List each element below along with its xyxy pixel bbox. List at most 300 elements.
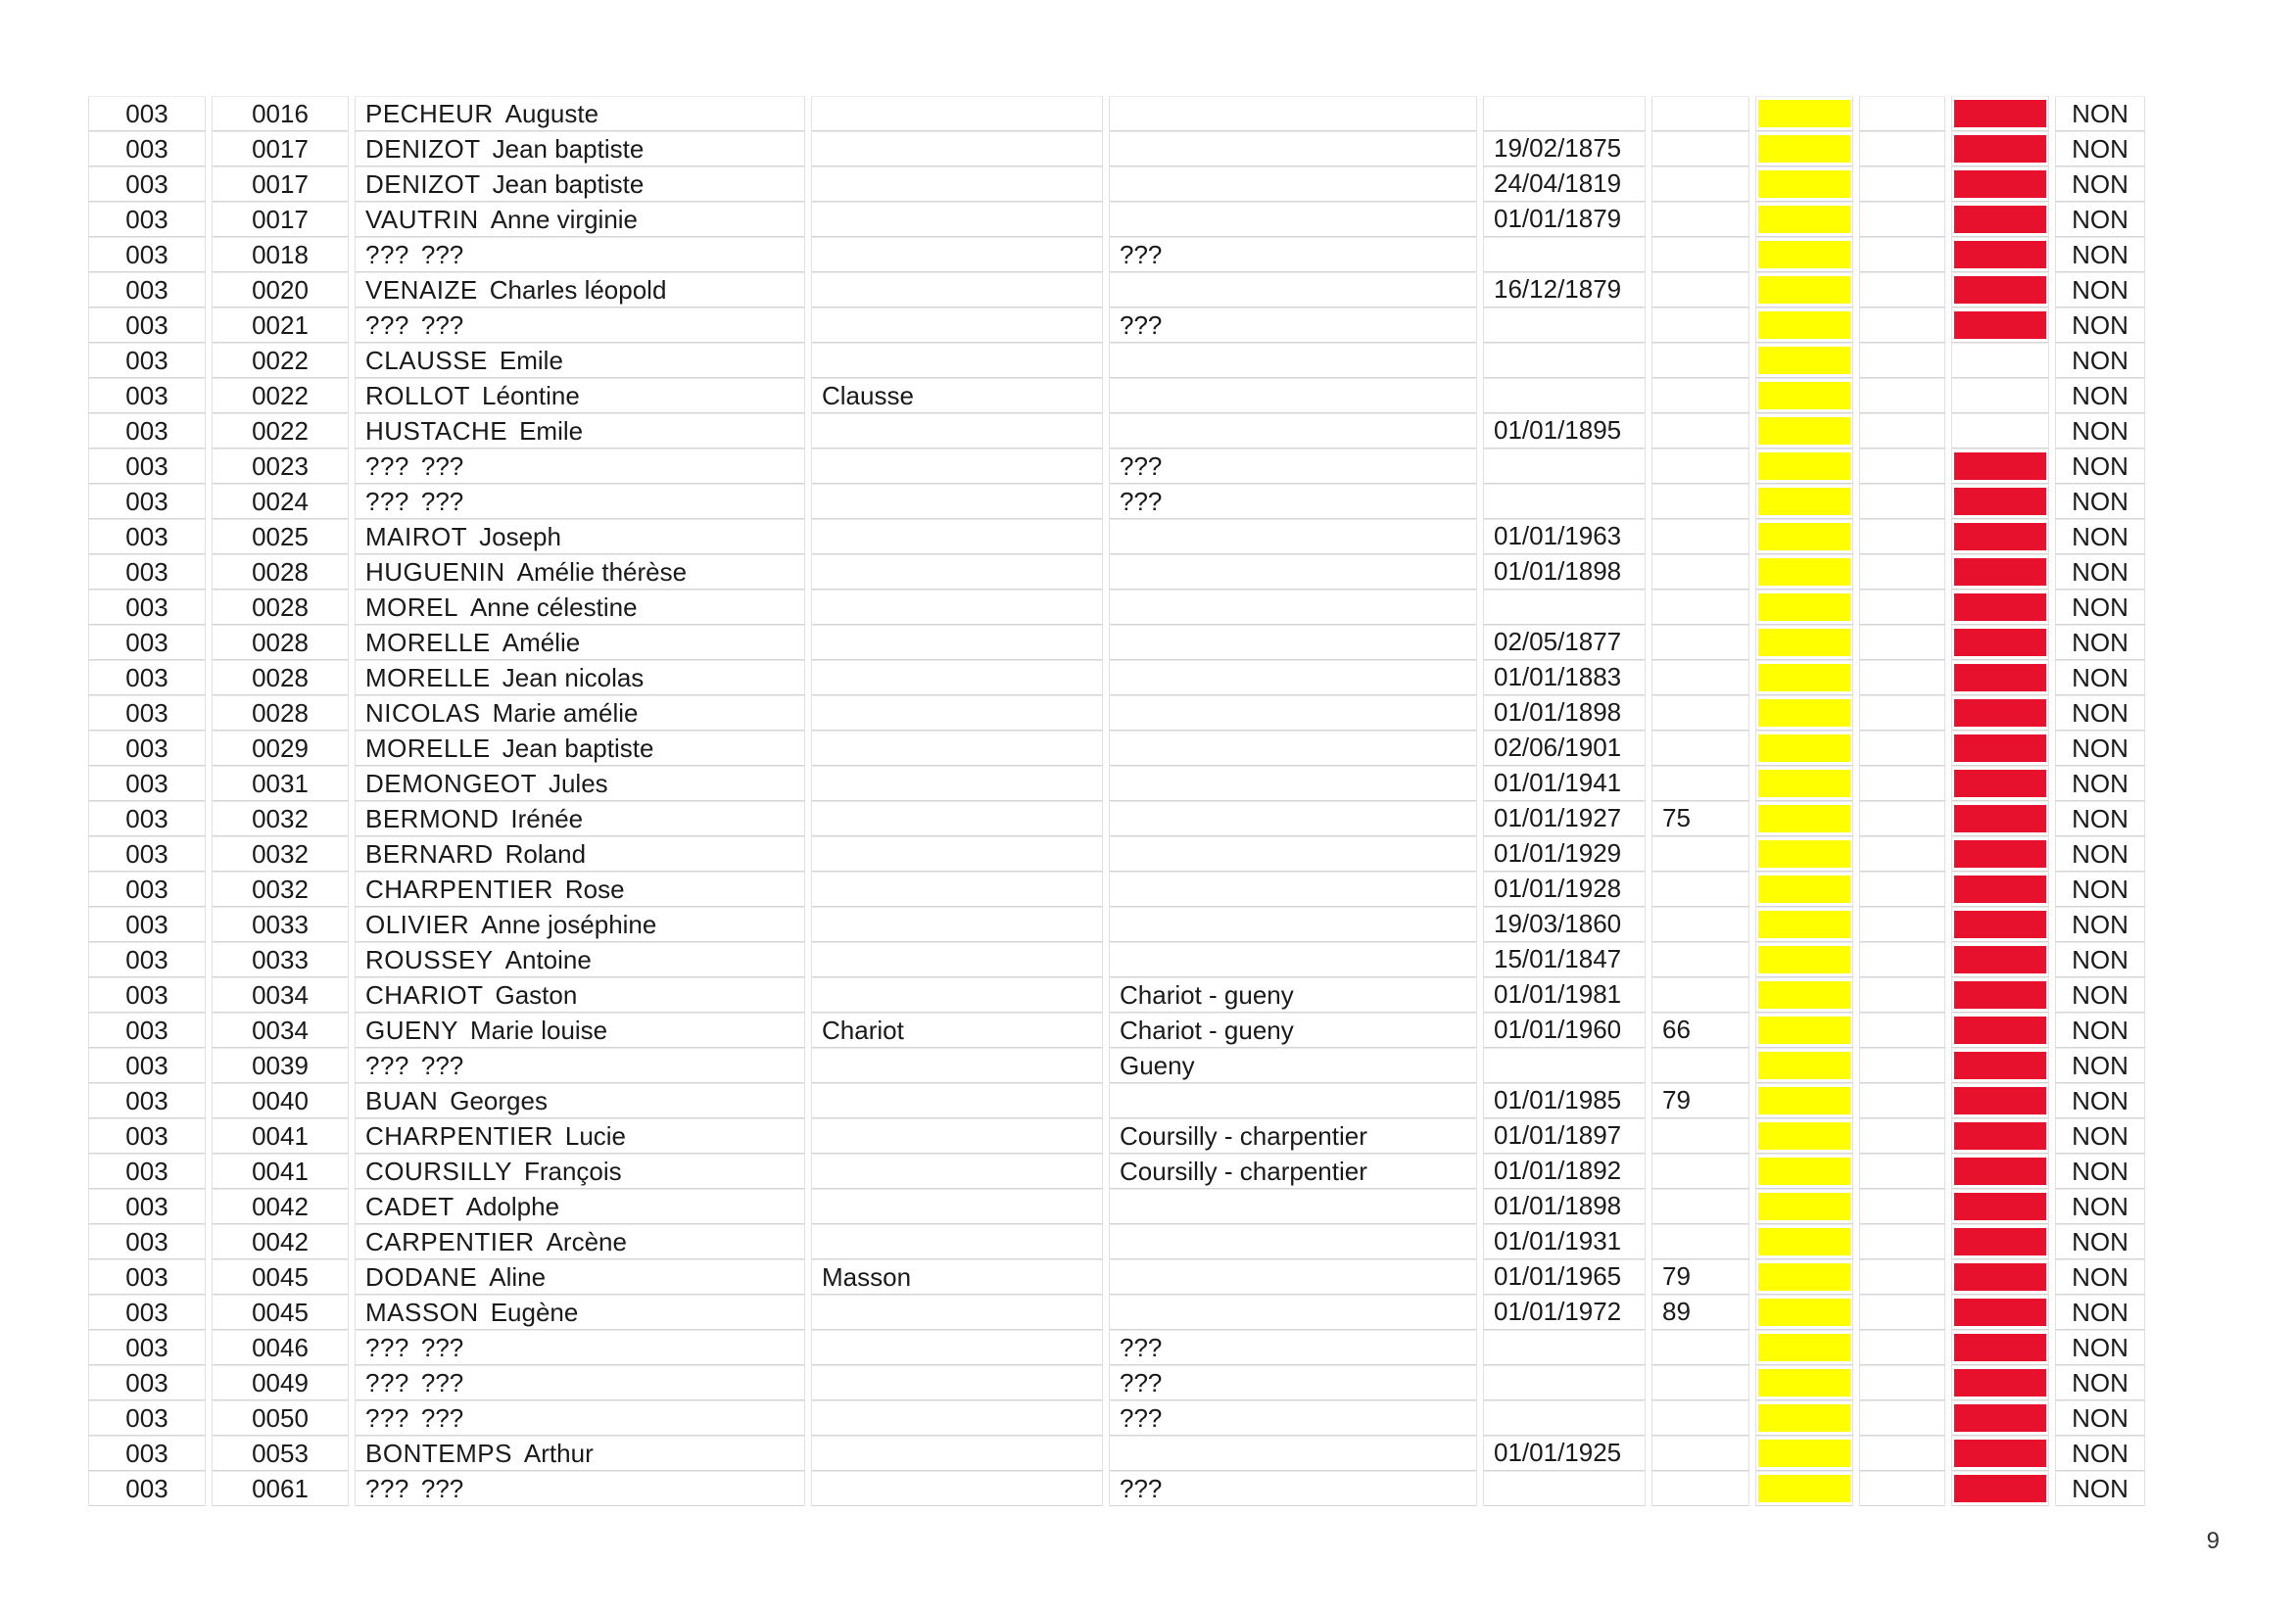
section-number-cell: 003 <box>88 1295 206 1330</box>
section-number-cell: 003 <box>88 1083 206 1118</box>
surname: ??? <box>365 1473 409 1503</box>
red-marker <box>1954 805 2046 832</box>
table-row <box>88 1330 2145 1365</box>
married-name-cell <box>811 519 1103 554</box>
register-body <box>88 96 2145 1506</box>
date-cell: 01/01/1928 <box>1483 872 1646 907</box>
blank-cell <box>1859 272 1945 308</box>
section-number-cell: 003 <box>88 1400 206 1436</box>
yellow-marker-cell <box>1755 907 1853 942</box>
blank-cell <box>1859 131 1945 166</box>
yellow-marker <box>1758 382 1850 409</box>
grave-number-cell: 0022 <box>212 343 349 378</box>
table-row <box>88 801 2145 836</box>
yellow-marker <box>1758 734 1850 762</box>
red-marker <box>1954 664 2046 691</box>
family-cell <box>1109 166 1477 202</box>
date-cell: 01/01/1892 <box>1483 1154 1646 1189</box>
surname: MORELLE <box>365 733 491 763</box>
given-name: ??? <box>420 450 464 481</box>
yellow-marker-cell <box>1755 942 1853 977</box>
red-marker-cell <box>1951 166 2049 202</box>
table-row <box>88 1118 2145 1154</box>
surname: DEMONGEOT <box>365 768 537 798</box>
table-row <box>88 1365 2145 1400</box>
yellow-marker-cell <box>1755 413 1853 449</box>
surname: BUAN <box>365 1085 439 1115</box>
blank-cell <box>1859 96 1945 131</box>
family-cell <box>1109 1189 1477 1224</box>
surname: ROLLOT <box>365 380 471 410</box>
surname: ??? <box>365 309 409 340</box>
yellow-marker <box>1758 1087 1850 1114</box>
yellow-marker <box>1758 1193 1850 1220</box>
blank-cell <box>1859 731 1945 766</box>
section-number-cell: 003 <box>88 625 206 660</box>
yellow-marker <box>1758 1440 1850 1467</box>
yellow-marker <box>1758 946 1850 973</box>
table-row <box>88 413 2145 449</box>
grave-number-cell: 0045 <box>212 1259 349 1295</box>
red-marker-cell <box>1951 1189 2049 1224</box>
red-marker <box>1954 981 2046 1009</box>
grave-number-cell: 0022 <box>212 378 349 413</box>
age-cell <box>1651 1048 1749 1083</box>
married-name-cell <box>811 1330 1103 1365</box>
name-cell <box>355 907 805 942</box>
family-cell: ??? <box>1109 1400 1477 1436</box>
surname: PECHEUR <box>365 98 494 128</box>
married-name-cell <box>811 1048 1103 1083</box>
date-cell <box>1483 378 1646 413</box>
yellow-marker <box>1758 1158 1850 1185</box>
family-cell: Chariot - gueny <box>1109 977 1477 1013</box>
name-cell <box>355 1013 805 1048</box>
married-name-cell <box>811 131 1103 166</box>
date-cell: 01/01/1895 <box>1483 413 1646 449</box>
yellow-marker <box>1758 488 1850 515</box>
yellow-marker-cell <box>1755 590 1853 625</box>
age-cell <box>1651 308 1749 343</box>
yellow-marker-cell <box>1755 695 1853 731</box>
date-cell <box>1483 484 1646 519</box>
grave-number-cell: 0034 <box>212 977 349 1013</box>
section-number-cell: 003 <box>88 554 206 590</box>
age-cell <box>1651 202 1749 237</box>
married-name-cell <box>811 942 1103 977</box>
yellow-marker <box>1758 1299 1850 1326</box>
section-number-cell: 003 <box>88 1224 206 1259</box>
section-number-cell: 003 <box>88 1330 206 1365</box>
grave-number-cell: 0042 <box>212 1224 349 1259</box>
age-cell: 75 <box>1651 801 1749 836</box>
yellow-marker <box>1758 170 1850 198</box>
married-name-cell <box>811 1224 1103 1259</box>
name-cell <box>355 202 805 237</box>
section-number-cell: 003 <box>88 1118 206 1154</box>
red-marker <box>1954 1299 2046 1326</box>
red-marker <box>1954 911 2046 938</box>
given-name: Adolphe <box>465 1191 560 1221</box>
flag-cell: NON <box>2055 801 2145 836</box>
married-name-cell <box>811 590 1103 625</box>
red-marker <box>1954 382 2046 409</box>
grave-number-cell: 0028 <box>212 590 349 625</box>
red-marker-cell <box>1951 237 2049 272</box>
given-name: ??? <box>420 1050 464 1080</box>
given-name: ??? <box>420 1367 464 1397</box>
name-cell <box>355 1224 805 1259</box>
date-cell <box>1483 308 1646 343</box>
family-cell <box>1109 836 1477 872</box>
family-cell <box>1109 1259 1477 1295</box>
name-cell <box>355 96 805 131</box>
flag-cell: NON <box>2055 1295 2145 1330</box>
family-cell <box>1109 731 1477 766</box>
table-row <box>88 836 2145 872</box>
blank-cell <box>1859 1471 1945 1506</box>
family-cell <box>1109 1295 1477 1330</box>
age-cell <box>1651 907 1749 942</box>
given-name: Anne célestine <box>469 592 638 622</box>
blank-cell <box>1859 1365 1945 1400</box>
date-cell: 19/02/1875 <box>1483 131 1646 166</box>
red-marker-cell <box>1951 766 2049 801</box>
table-row <box>88 1013 2145 1048</box>
yellow-marker-cell <box>1755 1471 1853 1506</box>
yellow-marker-cell <box>1755 166 1853 202</box>
family-cell <box>1109 519 1477 554</box>
red-marker <box>1954 276 2046 304</box>
date-cell: 19/03/1860 <box>1483 907 1646 942</box>
grave-number-cell: 0017 <box>212 131 349 166</box>
surname: ??? <box>365 1367 409 1397</box>
family-cell: ??? <box>1109 1365 1477 1400</box>
flag-cell: NON <box>2055 590 2145 625</box>
blank-cell <box>1859 1083 1945 1118</box>
red-marker-cell <box>1951 801 2049 836</box>
given-name: ??? <box>420 239 464 269</box>
surname: MAIROT <box>365 521 468 551</box>
yellow-marker <box>1758 347 1850 374</box>
blank-cell <box>1859 872 1945 907</box>
red-marker <box>1954 100 2046 127</box>
section-number-cell: 003 <box>88 731 206 766</box>
yellow-marker <box>1758 558 1850 586</box>
name-cell <box>355 1436 805 1471</box>
red-marker-cell <box>1951 1083 2049 1118</box>
yellow-marker <box>1758 452 1850 480</box>
yellow-marker-cell <box>1755 202 1853 237</box>
yellow-marker-cell <box>1755 801 1853 836</box>
red-marker-cell <box>1951 836 2049 872</box>
yellow-marker <box>1758 206 1850 233</box>
red-marker <box>1954 206 2046 233</box>
name-cell <box>355 166 805 202</box>
age-cell <box>1651 343 1749 378</box>
blank-cell <box>1859 977 1945 1013</box>
married-name-cell: Masson <box>811 1259 1103 1295</box>
red-marker <box>1954 1334 2046 1361</box>
married-name-cell <box>811 1471 1103 1506</box>
red-marker <box>1954 1263 2046 1291</box>
surname: BERNARD <box>365 838 494 869</box>
flag-cell: NON <box>2055 1330 2145 1365</box>
married-name-cell <box>811 1118 1103 1154</box>
surname: ??? <box>365 1402 409 1433</box>
red-marker-cell <box>1951 660 2049 695</box>
table-row <box>88 308 2145 343</box>
flag-cell: NON <box>2055 942 2145 977</box>
grave-number-cell: 0040 <box>212 1083 349 1118</box>
married-name-cell <box>811 449 1103 484</box>
flag-cell: NON <box>2055 1436 2145 1471</box>
surname: VAUTRIN <box>365 204 479 234</box>
date-cell: 01/01/1879 <box>1483 202 1646 237</box>
red-marker-cell <box>1951 1365 2049 1400</box>
family-cell <box>1109 1083 1477 1118</box>
given-name: ??? <box>420 1402 464 1433</box>
given-name: Amélie <box>502 627 581 657</box>
name-cell <box>355 1259 805 1295</box>
table-row <box>88 1083 2145 1118</box>
surname: HUSTACHE <box>365 415 508 446</box>
blank-cell <box>1859 1330 1945 1365</box>
date-cell: 24/04/1819 <box>1483 166 1646 202</box>
flag-cell: NON <box>2055 660 2145 695</box>
family-cell <box>1109 872 1477 907</box>
given-name: Eugène <box>490 1297 579 1327</box>
married-name-cell <box>811 625 1103 660</box>
red-marker <box>1954 946 2046 973</box>
red-marker <box>1954 347 2046 374</box>
grave-number-cell: 0041 <box>212 1154 349 1189</box>
flag-cell: NON <box>2055 872 2145 907</box>
blank-cell <box>1859 1189 1945 1224</box>
blank-cell <box>1859 942 1945 977</box>
table-row <box>88 484 2145 519</box>
grave-number-cell: 0041 <box>212 1118 349 1154</box>
age-cell <box>1651 237 1749 272</box>
given-name: Gaston <box>495 979 578 1010</box>
family-cell <box>1109 413 1477 449</box>
grave-number-cell: 0018 <box>212 237 349 272</box>
name-cell <box>355 1048 805 1083</box>
red-marker <box>1954 1369 2046 1397</box>
flag-cell: NON <box>2055 731 2145 766</box>
date-cell: 01/01/1981 <box>1483 977 1646 1013</box>
date-cell <box>1483 1365 1646 1400</box>
section-number-cell: 003 <box>88 131 206 166</box>
name-cell <box>355 590 805 625</box>
age-cell <box>1651 449 1749 484</box>
age-cell <box>1651 519 1749 554</box>
given-name: ??? <box>420 486 464 516</box>
red-marker <box>1954 1475 2046 1502</box>
yellow-marker-cell <box>1755 378 1853 413</box>
date-cell: 01/01/1898 <box>1483 695 1646 731</box>
yellow-marker <box>1758 1017 1850 1044</box>
surname: COURSILLY <box>365 1156 512 1186</box>
red-marker <box>1954 1087 2046 1114</box>
section-number-cell: 003 <box>88 484 206 519</box>
given-name: Anne joséphine <box>481 909 657 939</box>
given-name: Lucie <box>564 1120 627 1151</box>
name-cell <box>355 554 805 590</box>
grave-number-cell: 0021 <box>212 308 349 343</box>
red-marker <box>1954 1228 2046 1255</box>
red-marker-cell <box>1951 1295 2049 1330</box>
date-cell: 01/01/1898 <box>1483 554 1646 590</box>
married-name-cell <box>811 731 1103 766</box>
table-row <box>88 343 2145 378</box>
section-number-cell: 003 <box>88 1013 206 1048</box>
family-cell <box>1109 660 1477 695</box>
surname: CLAUSSE <box>365 345 488 375</box>
red-marker-cell <box>1951 1436 2049 1471</box>
yellow-marker-cell <box>1755 1365 1853 1400</box>
grave-number-cell: 0033 <box>212 942 349 977</box>
red-marker-cell <box>1951 1224 2049 1259</box>
table-row <box>88 519 2145 554</box>
name-cell <box>355 343 805 378</box>
red-marker <box>1954 170 2046 198</box>
date-cell: 02/06/1901 <box>1483 731 1646 766</box>
section-number-cell: 003 <box>88 237 206 272</box>
family-cell: Coursilly - charpentier <box>1109 1154 1477 1189</box>
flag-cell: NON <box>2055 1365 2145 1400</box>
age-cell <box>1651 1400 1749 1436</box>
name-cell <box>355 660 805 695</box>
table-row <box>88 96 2145 131</box>
date-cell <box>1483 237 1646 272</box>
red-marker-cell <box>1951 872 2049 907</box>
given-name: Marie amélie <box>492 697 639 728</box>
flag-cell: NON <box>2055 484 2145 519</box>
table-row <box>88 1189 2145 1224</box>
table-row <box>88 1224 2145 1259</box>
section-number-cell: 003 <box>88 308 206 343</box>
blank-cell <box>1859 766 1945 801</box>
red-marker <box>1954 452 2046 480</box>
yellow-marker <box>1758 1334 1850 1361</box>
table-row <box>88 872 2145 907</box>
blank-cell <box>1859 343 1945 378</box>
grave-number-cell: 0022 <box>212 413 349 449</box>
flag-cell: NON <box>2055 272 2145 308</box>
age-cell <box>1651 1436 1749 1471</box>
blank-cell <box>1859 1013 1945 1048</box>
grave-number-cell: 0031 <box>212 766 349 801</box>
surname: CHARIOT <box>365 979 484 1010</box>
yellow-marker <box>1758 1263 1850 1291</box>
flag-cell: NON <box>2055 308 2145 343</box>
given-name: Jules <box>548 768 608 798</box>
yellow-marker <box>1758 241 1850 268</box>
surname: DENIZOT <box>365 168 481 199</box>
married-name-cell <box>811 96 1103 131</box>
flag-cell: NON <box>2055 1259 2145 1295</box>
yellow-marker-cell <box>1755 131 1853 166</box>
surname: BERMOND <box>365 803 500 833</box>
red-marker-cell <box>1951 731 2049 766</box>
blank-cell <box>1859 484 1945 519</box>
flag-cell: NON <box>2055 131 2145 166</box>
section-number-cell: 003 <box>88 202 206 237</box>
blank-cell <box>1859 1259 1945 1295</box>
section-number-cell: 003 <box>88 695 206 731</box>
section-number-cell: 003 <box>88 1436 206 1471</box>
age-cell <box>1651 554 1749 590</box>
section-number-cell: 003 <box>88 1365 206 1400</box>
name-cell <box>355 449 805 484</box>
date-cell <box>1483 96 1646 131</box>
surname: DENIZOT <box>365 133 481 164</box>
table-row <box>88 1259 2145 1295</box>
table-row <box>88 695 2145 731</box>
family-cell: ??? <box>1109 449 1477 484</box>
age-cell <box>1651 660 1749 695</box>
grave-number-cell: 0045 <box>212 1295 349 1330</box>
given-name: ??? <box>420 309 464 340</box>
age-cell <box>1651 484 1749 519</box>
yellow-marker <box>1758 911 1850 938</box>
grave-number-cell: 0029 <box>212 731 349 766</box>
married-name-cell <box>811 237 1103 272</box>
section-number-cell: 003 <box>88 1048 206 1083</box>
given-name: Anne virginie <box>490 204 639 234</box>
table-row <box>88 1048 2145 1083</box>
red-marker-cell <box>1951 131 2049 166</box>
red-marker <box>1954 241 2046 268</box>
table-row <box>88 1295 2145 1330</box>
flag-cell: NON <box>2055 625 2145 660</box>
section-number-cell: 003 <box>88 907 206 942</box>
blank-cell <box>1859 625 1945 660</box>
grave-number-cell: 0033 <box>212 907 349 942</box>
section-number-cell: 003 <box>88 1471 206 1506</box>
date-cell: 01/01/1931 <box>1483 1224 1646 1259</box>
blank-cell <box>1859 378 1945 413</box>
family-cell <box>1109 1436 1477 1471</box>
section-number-cell: 003 <box>88 343 206 378</box>
name-cell <box>355 731 805 766</box>
grave-number-cell: 0049 <box>212 1365 349 1400</box>
blank-cell <box>1859 836 1945 872</box>
flag-cell: NON <box>2055 1189 2145 1224</box>
blank-cell <box>1859 166 1945 202</box>
red-marker-cell <box>1951 1330 2049 1365</box>
yellow-marker-cell <box>1755 554 1853 590</box>
surname: CHARPENTIER <box>365 1120 553 1151</box>
grave-number-cell: 0042 <box>212 1189 349 1224</box>
yellow-marker-cell <box>1755 1330 1853 1365</box>
name-cell <box>355 1295 805 1330</box>
married-name-cell <box>811 836 1103 872</box>
yellow-marker <box>1758 523 1850 550</box>
given-name: Antoine <box>504 944 592 974</box>
given-name: Aline <box>489 1261 547 1292</box>
blank-cell <box>1859 660 1945 695</box>
yellow-marker-cell <box>1755 449 1853 484</box>
date-cell: 01/01/1972 <box>1483 1295 1646 1330</box>
date-cell: 01/01/1897 <box>1483 1118 1646 1154</box>
surname: BONTEMPS <box>365 1438 512 1468</box>
flag-cell: NON <box>2055 343 2145 378</box>
surname: VENAIZE <box>365 274 478 305</box>
table-row <box>88 942 2145 977</box>
section-number-cell: 003 <box>88 801 206 836</box>
